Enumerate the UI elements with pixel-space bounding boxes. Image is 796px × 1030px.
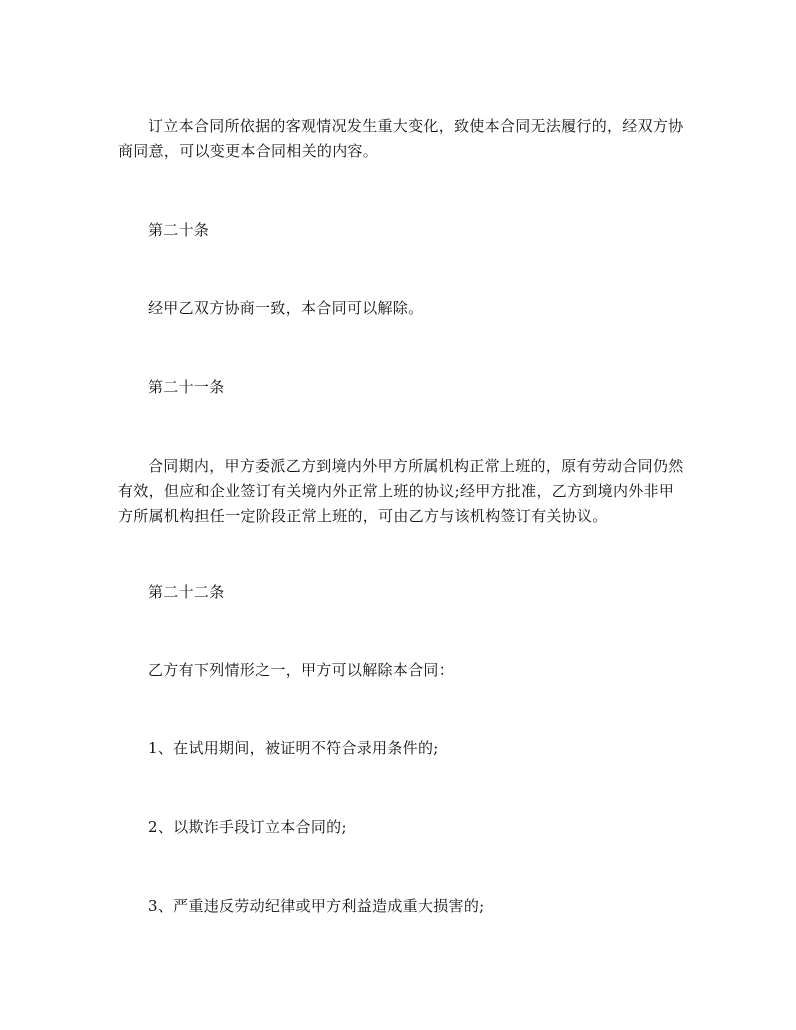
- paragraph-change-contract: 订立本合同所依据的客观情况发生重大变化，致使本合同无法履行的，经双方协商同意，可以变更本合同相关的内容。: [118, 117, 684, 160]
- list-item-probation: 1、在试用期间，被证明不符合录用条件的;: [148, 739, 439, 757]
- paragraph-termination-conditions: 乙方有下列情形之一，甲方可以解除本合同：: [148, 661, 455, 679]
- paragraph-assignment: 合同期内，甲方委派乙方到境内外甲方所属机构正常上班的，原有劳动合同仍然有效，但应和企业签订有关境内外正常上班的协议;经甲方批准，乙方到境内外非甲方所属机构担任一定阶段正常上班的，可由乙方与该机构签订有关协议。: [118, 457, 684, 525]
- article-20-heading: 第二十条: [148, 221, 210, 239]
- list-item-discipline: 3、严重违反劳动纪律或甲方利益造成重大损害的;: [148, 897, 485, 915]
- paragraph-mutual-termination: 经甲乙双方协商一致，本合同可以解除。: [148, 299, 424, 317]
- list-item-fraud: 2、以欺诈手段订立本合同的;: [148, 818, 347, 836]
- article-22-heading: 第二十二条: [148, 583, 225, 601]
- article-21-heading: 第二十一条: [148, 378, 225, 396]
